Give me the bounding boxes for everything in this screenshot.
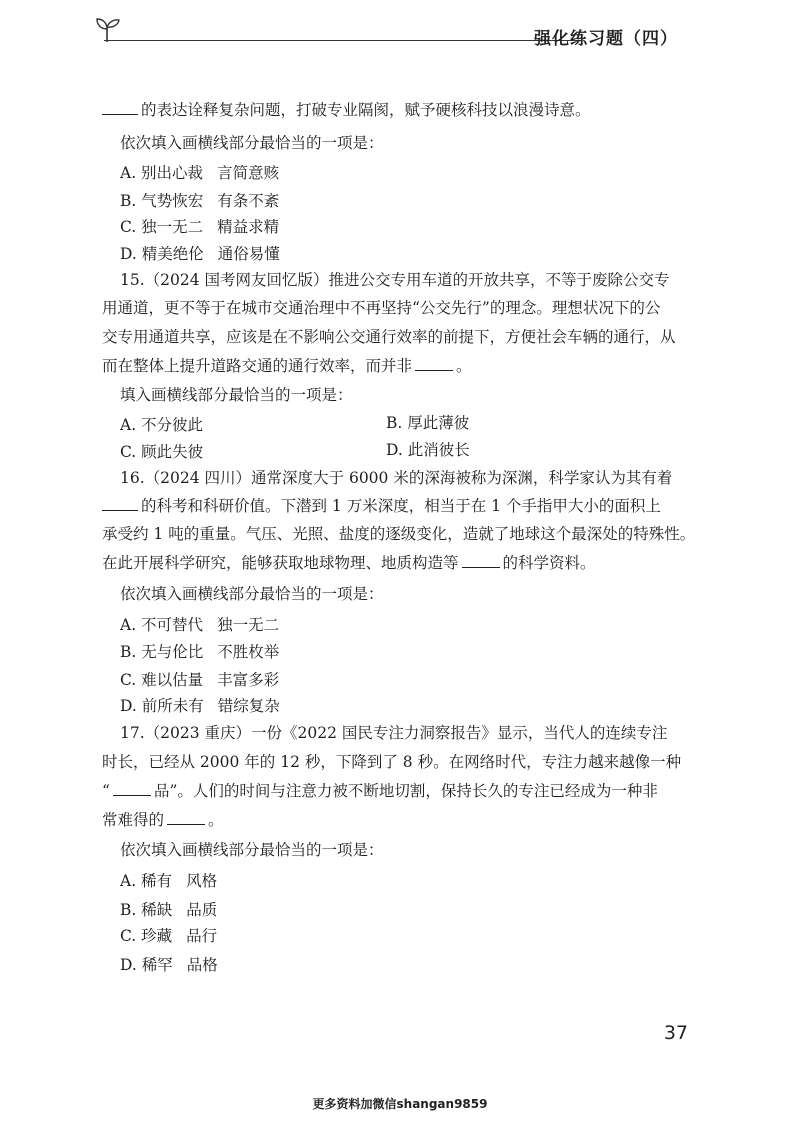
q14-prompt: 依次填入画横线部分最恰当的一项是： — [120, 134, 384, 152]
page-number: 37 — [663, 1022, 688, 1044]
q15-option-a: A. 不分彼此 — [120, 416, 204, 434]
q14-option-a: A. 别出心裁 言简意赅 — [120, 164, 280, 182]
q15-option-b: B. 厚此薄彼 — [386, 414, 470, 432]
q15-stem-line-3: 交专用通道共享，应该是在不影响公交通行效率的前提下，方便社会车辆的通行，从 — [102, 328, 676, 346]
q17-option-d: D. 稀罕 品格 — [120, 956, 218, 974]
q16-option-c: C. 难以估量 丰富多彩 — [120, 671, 280, 689]
q17-option-a: A. 稀有 风格 — [120, 872, 218, 890]
answer-blank — [462, 553, 500, 568]
q17-stem-line-3: “ 品”。人们的时间与注意力被不断地切割，保持长久的专注已经成为一种非 — [102, 782, 658, 800]
q16-prompt: 依次填入画横线部分最恰当的一项是： — [120, 585, 384, 603]
header-title: 强化练习题（四） — [534, 29, 678, 49]
footer-note: 更多资料加微信shangan9859 — [312, 1097, 488, 1111]
q15-prompt: 填入画横线部分最恰当的一项是： — [120, 386, 353, 404]
answer-blank — [167, 810, 205, 825]
q17-prompt: 依次填入画横线部分最恰当的一项是： — [120, 841, 384, 859]
q15-option-c: C. 顾此失彼 — [120, 443, 204, 461]
header-rule — [104, 40, 582, 41]
q16-option-a: A. 不可替代 独一无二 — [120, 616, 280, 634]
q17-option-c: C. 珍藏 品行 — [120, 927, 218, 945]
q14-option-d: D. 精美绝伦 通俗易懂 — [120, 245, 280, 263]
q16-option-b: B. 无与伦比 不胜枚举 — [120, 643, 280, 661]
q15-option-d: D. 此消彼长 — [386, 441, 470, 459]
q15-stem-line-4: 而在整体上提升道路交通的通行效率，而并非 。 — [102, 357, 472, 375]
q17-stem-line-2: 时长，已经从 2000 年的 12 秒，下降到了 8 秒。在网络时代，专注力越来越像一种 — [102, 753, 682, 771]
running-header — [92, 14, 692, 50]
q16-stem-line-2: 的科考和科研价值。下潜到 1 万米深度，相当于在 1 个手指甲大小的面积上 — [102, 496, 661, 516]
q16-stem-line-1: 16.（2024 四川）通常深度大于 6000 米的深海被称为深渊，科学家认为其有着 — [120, 469, 673, 487]
answer-blank — [415, 356, 453, 371]
q14-stem-text: 的表达诠释复杂问题，打破专业隔阂，赋予硬核科技以浪漫诗意。 — [141, 101, 591, 119]
q17-option-b: B. 稀缺 品质 — [120, 901, 218, 919]
q14-option-b: B. 气势恢宏 有条不紊 — [120, 192, 280, 210]
answer-blank — [102, 100, 138, 115]
q15-stem-line-1: 15.（2024 国考网友回忆版）推进公交专用车道的开放共享，不等于废除公交专 — [120, 271, 670, 289]
q16-stem-line-4: 在此开展科学研究，能够获取地球物理、地质构造等 的科学资料。 — [102, 554, 596, 572]
q14-option-c: C. 独一无二 精益求精 — [120, 218, 280, 236]
q15-stem-line-2: 用通道，更不等于在城市交通治理中不再坚持“公交先行”的理念。理想状况下的公 — [102, 299, 661, 317]
q16-stem-line-3: 承受约 1 吨的重量。气压、光照、盐度的逐级变化，造就了地球这个最深处的特殊性。 — [102, 525, 696, 543]
q17-stem-line-1: 17.（2023 重庆）一份《2022 国民专注力洞察报告》显示，当代人的连续专注 — [120, 724, 668, 742]
answer-blank — [102, 496, 138, 511]
q17-stem-line-4: 常难得的 。 — [102, 811, 224, 829]
q16-option-d: D. 前所未有 错综复杂 — [120, 697, 280, 715]
q14-stem-line — [102, 100, 591, 120]
answer-blank — [113, 781, 151, 796]
